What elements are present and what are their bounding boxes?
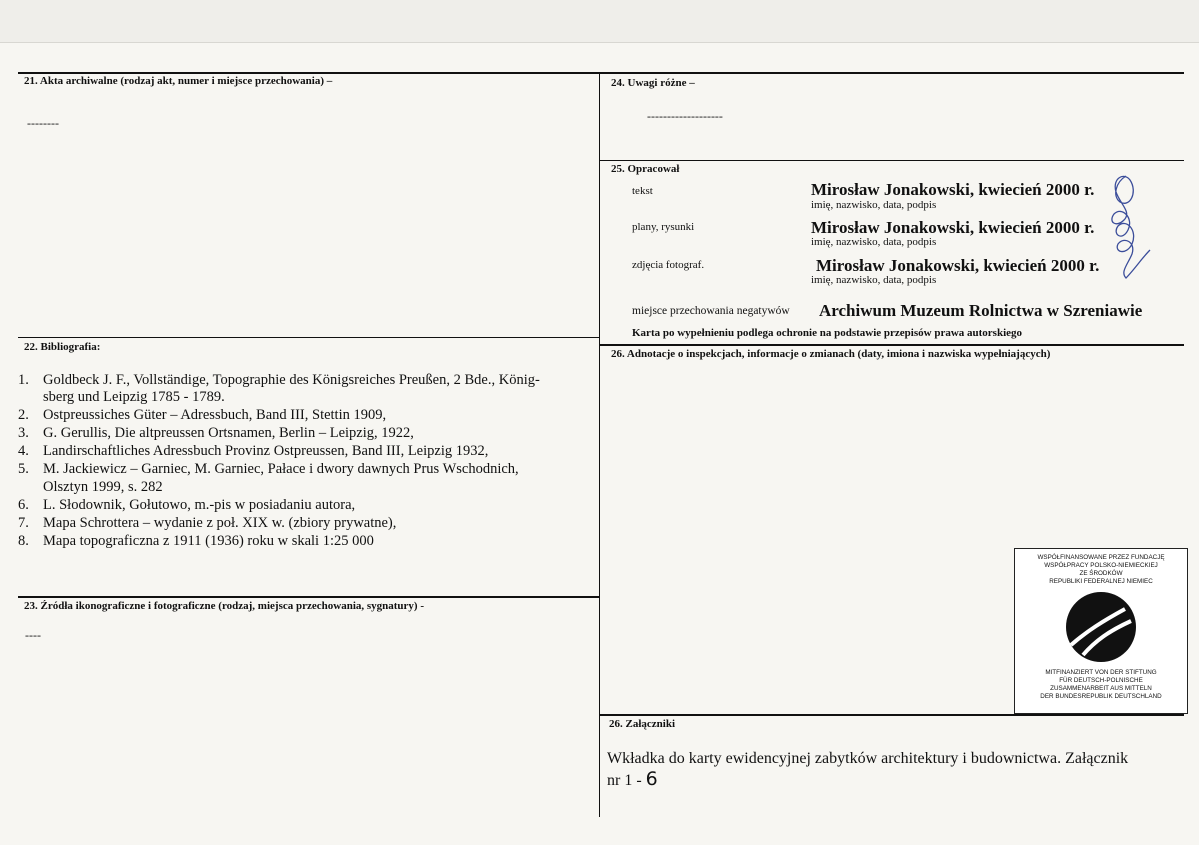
author-row-label-photos: zdjęcia fotograf.: [632, 259, 705, 271]
stamp-top-line: ZE ŚRODKÓW: [1079, 570, 1123, 577]
section-24-value: -------------------: [647, 109, 723, 123]
author-row-name-plans: Mirosław Jonakowski, kwiecień 2000 r.: [811, 218, 1095, 237]
section-22-title: 22. Bibliografia:: [24, 341, 101, 353]
author-row-caption-text: imię, nazwisko, data, podpis: [811, 199, 937, 211]
bibliography-line: Mapa topograficzna z 1911 (1936) roku w skali 1:25 000: [43, 533, 374, 549]
bibliography-num: 3.: [18, 425, 29, 441]
bibliography-line: Goldbeck J. F., Vollständige, Topographie des Königsreiches Preußen, 2 Bde., König-: [43, 372, 540, 388]
section-26-annotations-title: 26. Adnotacje o inspekcjach, informacje o zmianach (daty, imiona i nazwiska wypełniających): [611, 348, 1051, 360]
bibliography-num: 5.: [18, 461, 29, 477]
bibliography-num: 8.: [18, 533, 29, 549]
author-row-caption-plans: imię, nazwisko, data, podpis: [811, 236, 937, 248]
attachments-handwritten-number: 6: [645, 768, 658, 790]
negatives-value: Archiwum Muzeum Rolnictwa w Szreniawie: [819, 301, 1143, 320]
stamp-bottom-line: FÜR DEUTSCH-POLNISCHE: [1059, 677, 1143, 684]
bibliography-line: Ostpreussiches Güter – Adressbuch, Band III, Stettin 1909,: [43, 407, 387, 423]
bibliography-line: M. Jackiewicz – Garniec, M. Garniec, Pałace i dwory dawnych Prus Wschodnich,: [43, 461, 519, 477]
divider-24-25: [600, 160, 1184, 161]
bibliography-num: 7.: [18, 515, 29, 531]
form-top-border: [18, 72, 1184, 74]
stamp-bottom-line: MITFINANZIERT VON DER STIFTUNG: [1045, 669, 1157, 676]
bibliography-num: 4.: [18, 443, 29, 459]
bibliography-num: 1.: [18, 372, 29, 388]
author-row-name-text: Mirosław Jonakowski, kwiecień 2000 r.: [811, 180, 1095, 199]
bibliography-num: 6.: [18, 497, 29, 513]
author-row-label-text: tekst: [632, 185, 653, 197]
section-23-value: ----: [25, 628, 41, 642]
section-26-attachments-title: 26. Załączniki: [609, 718, 676, 730]
foundation-logo-icon: [1065, 591, 1137, 663]
divider-22-23: [18, 596, 599, 598]
stamp-top-line: WSPÓŁFINANSOWANE PRZEZ FUNDACJĘ: [1037, 554, 1165, 561]
section-24-title: 24. Uwagi różne –: [611, 77, 695, 89]
author-row-label-plans: plany, rysunki: [632, 221, 695, 233]
foundation-stamp: [1014, 548, 1188, 714]
attachments-prefix: nr 1 -: [607, 772, 646, 789]
negatives-label: miejsce przechowania negatywów: [632, 305, 790, 317]
bibliography-line: Olsztyn 1999, s. 282: [43, 479, 163, 495]
section-23-title: 23. Źródła ikonograficzne i fotograficzne (rodzaj, miejsca przechowania, sygnatury) -: [24, 600, 425, 612]
handwritten-signature: [1098, 168, 1158, 288]
stamp-bottom-line: ZUSAMMENARBEIT AUS MITTELN: [1050, 685, 1152, 692]
bibliography-num: 2.: [18, 407, 29, 423]
bibliography-line: sberg und Leipzig 1785 - 1789.: [43, 389, 225, 405]
bibliography-line: Mapa Schrottera – wydanie z poł. XIX w. (zbiory prywatne),: [43, 515, 397, 531]
bibliography-line: L. Słodownik, Gołutowo, m.-pis w posiadaniu autora,: [43, 497, 356, 513]
column-divider: [599, 72, 600, 817]
author-row-caption-photos: imię, nazwisko, data, podpis: [811, 274, 937, 286]
bibliography-line: Landirschaftliches Adressbuch Provinz Ostpreussen, Band III, Leipzig 1932,: [43, 443, 489, 459]
section-21-title: 21. Akta archiwalne (rodzaj akt, numer i miejsce przechowania) –: [24, 75, 333, 87]
section-25-title: 25. Opracował: [611, 163, 680, 175]
bibliography-line: G. Gerullis, Die altpreussen Ortsnamen, Berlin – Leipzig, 1922,: [43, 425, 414, 441]
copyright-note: Karta po wypełnieniu podlega ochronie na podstawie przepisów prawa autorskiego: [632, 327, 1023, 339]
stamp-bottom-line: DER BUNDESREPUBLIK DEUTSCHLAND: [1040, 693, 1162, 700]
attachments-line-1: Wkładka do karty ewidencyjnej zabytków architektury i budownictwa. Załącznik: [607, 750, 1129, 767]
attachments-line-2: [607, 768, 658, 790]
stamp-top-line: WSPÓŁPRACY POLSKO-NIEMIECKIEJ: [1044, 562, 1158, 569]
divider-25-26: [600, 344, 1184, 346]
section-21-value: --------: [27, 116, 59, 130]
divider-21-22: [18, 337, 599, 338]
divider-26-attachments: [600, 714, 1184, 716]
stamp-top-line: REPUBLIKI FEDERALNEJ NIEMIEC: [1049, 578, 1153, 585]
author-row-name-photos: Mirosław Jonakowski, kwiecień 2000 r.: [816, 256, 1100, 275]
scan-top-margin: [0, 0, 1199, 43]
